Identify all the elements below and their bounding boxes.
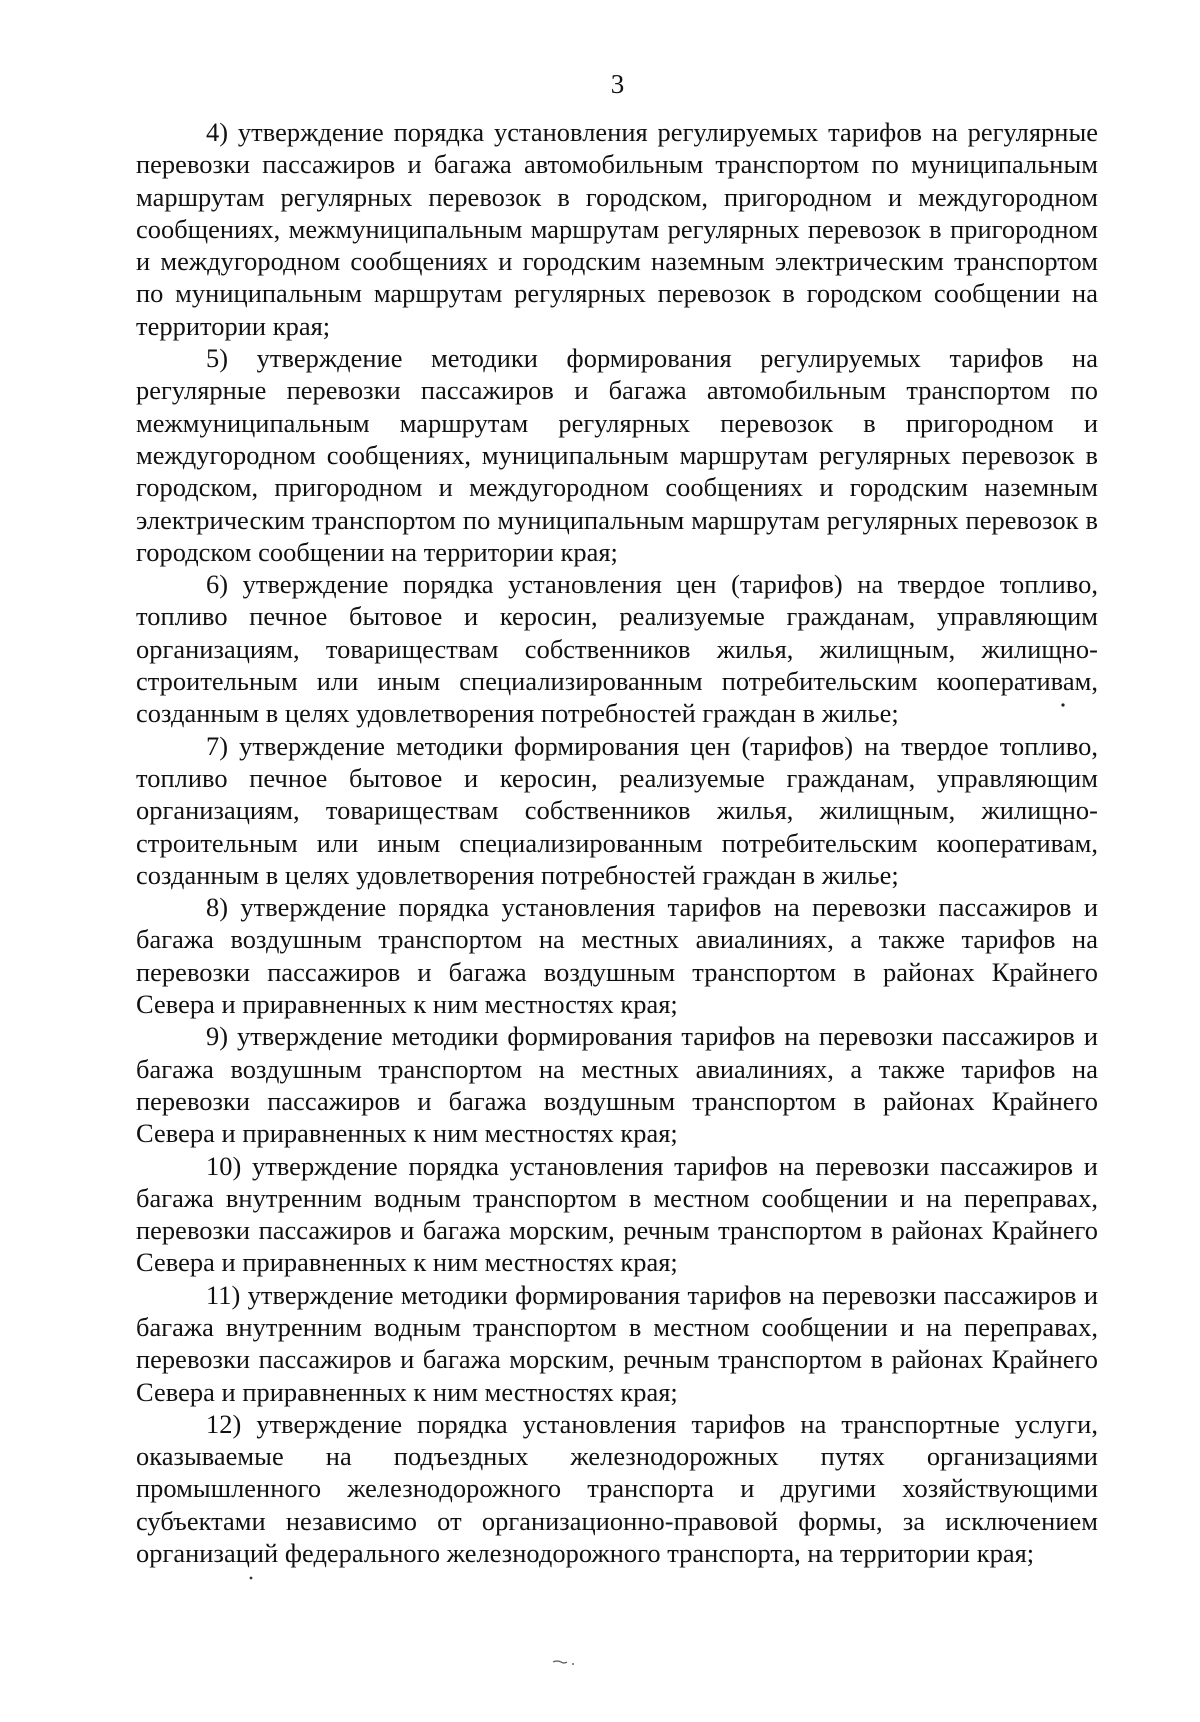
document-body	[136, 116, 1098, 1569]
list-item-8: 8) утверждение порядка установления тарифов на перевозки пассажиров и багажа воздушным транспортом на местных авиалиниях, а также тарифов на перевозки пассажиров и багажа воздушным транспортом в районах Крайнего Севера и приравненных к ним местностях края;	[136, 892, 1098, 1020]
page-number: 3	[610, 69, 625, 99]
list-item-7: 7) утверждение методики формирования цен (тарифов) на твердое топливо, топливо печное бытовое и керосин, реализуемые гражданам, управляющим организациям, товариществам собственников жилья, жилищным, жилищно-строительным или иным специализированным потребительским кооперативам, созданным в целях удовлетворения потребностей граждан в жилье;	[136, 730, 1098, 890]
list-item-5: 5) утверждение методики формирования регулируемых тарифов на регулярные перевозки пассажиров и багажа автомобильным транспортом по межмуниципальным маршрутам регулярных перевозок в пригородном и междугородном сообщениях, муниципальным маршрутам регулярных перевозок в городском, пригородном и междугородном сообщениях и городским наземным электрическим транспортом по муниципальным маршрутам регулярных перевозок в городском сообщении на территории края;	[136, 343, 1098, 567]
list-item-11: 11) утверждение методики формирования тарифов на перевозки пассажиров и багажа внутренним водным транспортом в местном сообщении и на переправах, перевозки пассажиров и багажа морским, речным транспортом в районах Крайнего Севера и приравненных к ним местностях края;	[136, 1279, 1098, 1407]
list-item-6: 6) утверждение порядка установления цен (тарифов) на твердое топливо, топливо печное бытовое и керосин, реализуемые гражданам, управляющим организациям, товариществам собственников жилья, жилищным, жилищно-строительным или иным специализированным потребительским кооперативам, созданным в целях удовлетворения потребностей граждан в жилье;	[136, 569, 1098, 729]
scan-speck	[250, 1577, 253, 1580]
list-item-10: 10) утверждение порядка установления тарифов на перевозки пассажиров и багажа внутренним водным транспортом в местном сообщении и на переправах, перевозки пассажиров и багажа морским, речным транспортом в районах Крайнего Севера и приравненных к ним местностях края;	[136, 1150, 1098, 1278]
scan-speck	[572, 1663, 574, 1665]
list-item-9: 9) утверждение методики формирования тарифов на перевозки пассажиров и багажа воздушным транспортом на местных авиалиниях, а также тарифов на перевозки пассажиров и багажа воздушным транспортом в районах Крайнего Севера и приравненных к ним местностях края;	[136, 1021, 1098, 1149]
list-item-12: 12) утверждение порядка установления тарифов на транспортные услуги, оказываемые на подъездных железнодорожных путях организациями промышленного железнодорожного транспорта и другими хозяйствующими субъектами независимо от организационно-правовой формы, за исключением организаций федерального железнодорожного транспорта, на территории края;	[136, 1408, 1098, 1569]
scan-smudge	[553, 1661, 567, 1663]
list-item-4: 4) утверждение порядка установления регулируемых тарифов на регулярные перевозки пассажиров и багажа автомобильным транспортом по муниципальным маршрутам регулярных перевозок в городском, пригородном и междугородном сообщениях, межмуниципальным маршрутам регулярных перевозок в пригородном и междугородном сообщениях и городским наземным электрическим транспортом по муниципальным маршрутам регулярных перевозок в городском сообщении на территории края;	[136, 117, 1098, 341]
